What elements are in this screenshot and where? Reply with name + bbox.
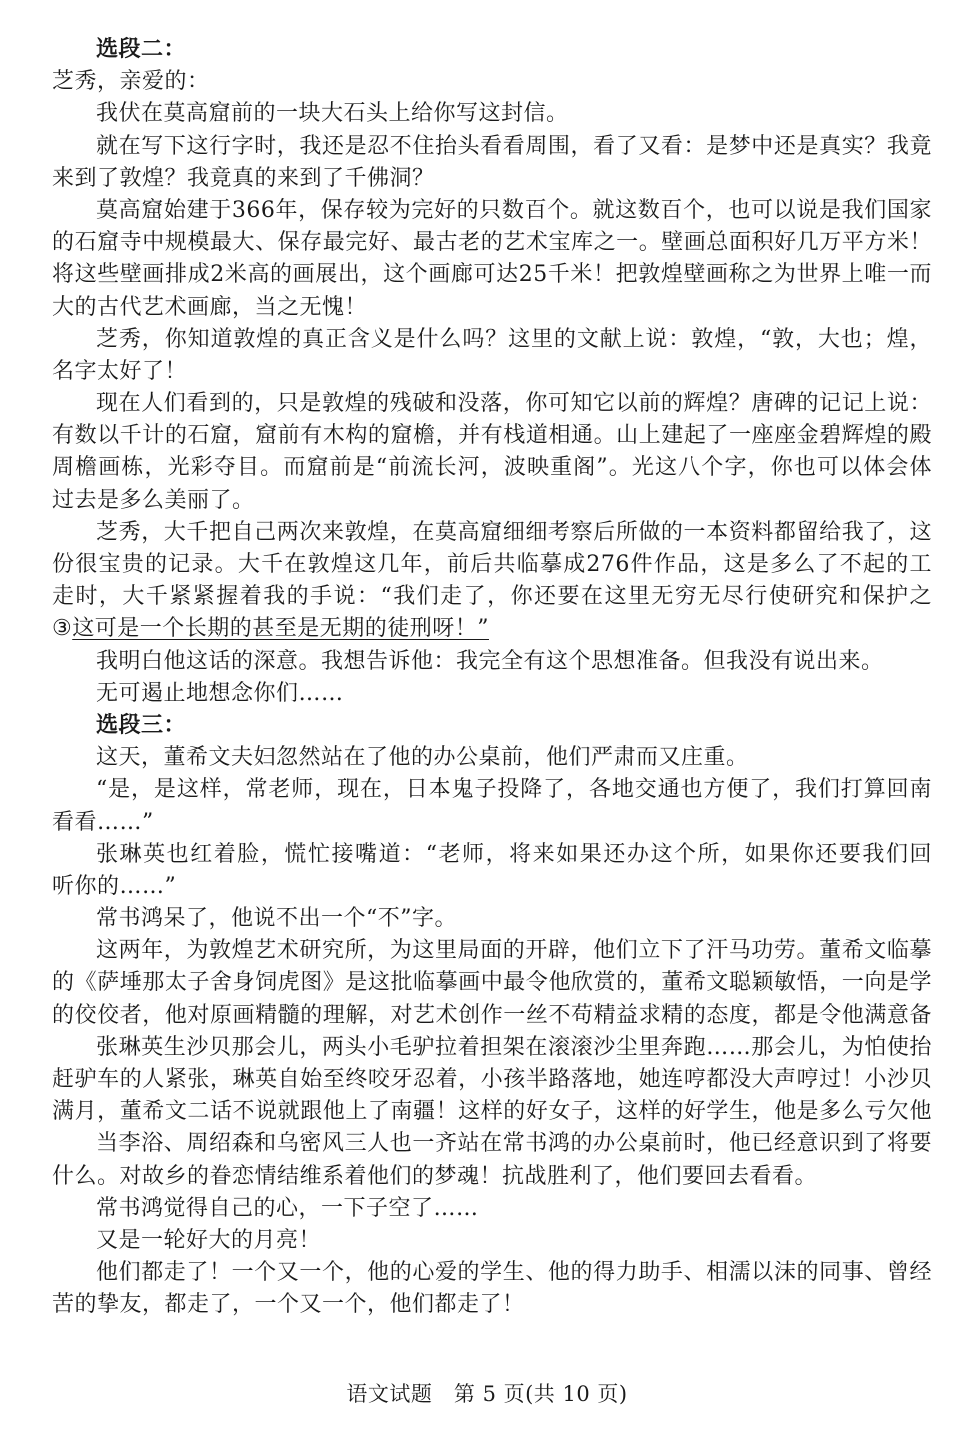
passage-body (52, 34, 932, 1322)
paragraph-line: 现在人们看到的，只是敦煌的残破和没落，你可知它以前的辉煌？唐碑的记记上说： (96, 391, 932, 417)
underlined-sentence (52, 616, 489, 641)
paragraph-line: 当李浴、周绍森和乌密风三人也一齐站在常书鸿的办公桌前时，他已经意识到了将要 (96, 1131, 932, 1157)
paragraph-line: 满月，董希文二话不说就跟他上了南疆！这样的好女子，这样的好学生，他是多么亏欠他 (52, 1099, 932, 1125)
paragraph-line: 常书鸿呆了，他说不出一个“不”字。 (96, 906, 457, 932)
paragraph-line: 听你的……” (52, 873, 177, 899)
paragraph-line: 来到了敦煌？我竟真的来到了千佛洞？ (52, 165, 435, 191)
paragraph-line: 走时，大千紧紧握着我的手说：“我们走了，你还要在这里无穷无尽行使研究和保护之 (52, 584, 932, 610)
paragraph-line: 苦的挚友，都走了，一个又一个，他们都走了！ (52, 1292, 525, 1318)
underlined-sentence-line (52, 613, 932, 645)
paragraph-line: 这天，董希文夫妇忽然站在了他的办公桌前，他们严肃而又庄重。 (96, 745, 749, 771)
paragraph-line: 将这些壁画排成2米高的画展出，这个画廊可达25千米！把敦煌壁画称之为世界上唯一而 (52, 262, 932, 288)
paragraph-line: 大的古代艺术画廊，当之无愧！ (52, 294, 368, 320)
paragraph-line: 又是一轮好大的月亮！ (96, 1227, 322, 1253)
paragraph-line: 这两年，为敦煌艺术研究所，为这里局面的开辟，他们立下了汗马功劳。董希文临摹 (96, 938, 932, 964)
paragraph-line: 什么。对故乡的眷恋情结维系着他们的梦魂！抗战胜利了，他们要回去看看。 (52, 1163, 818, 1189)
question-marker-3: ③ (52, 616, 73, 642)
paragraph-line: 无可遏止地想念你们…… (96, 680, 344, 706)
excerpt-3-heading: 选段三： (96, 712, 187, 738)
paragraph-line: 常书鸿觉得自己的心，一下子空了…… (96, 1195, 479, 1221)
paragraph-line: 张琳英也红着脸，慌忙接嘴道：“老师，将来如果还办这个所，如果你还要我们回 (96, 841, 932, 867)
paragraph-line: “是，是这样，常老师，现在，日本鬼子投降了，各地交通也方便了，我们打算回南 (96, 777, 932, 803)
paragraph-line: 的石窟寺中规模最大、保存最完好、最古老的艺术宝库之一。壁画总面积好几万平方米！ (52, 230, 932, 256)
paragraph-line: 我明白他这话的深意。我想告诉他：我完全有这个思想准备。但我没有说出来。 (96, 648, 884, 674)
paragraph-line: 张琳英生沙贝那会儿，两头小毛驴拉着担架在滚滚沙尘里奔跑……那会儿，为怕使抬 (96, 1034, 932, 1060)
paragraph-line: 过去是多么美丽了。 (52, 487, 255, 513)
paragraph-line: 份很宝贵的记录。大千在敦煌这几年，前后共临摹成276件作品，这是多么了不起的工 (52, 552, 932, 577)
excerpt-2-heading: 选段二： (96, 37, 187, 62)
paragraph-line: 名字太好了！ (52, 358, 188, 384)
paragraph-line: 芝秀，大千把自己两次来敦煌，在莫高窟细细考察后所做的一本资料都留给我了，这 (96, 519, 932, 545)
paragraph-line: 周檐画栋，光彩夺目。而窟前是“前流长河，波映重阁”。光这八个字，你也可以体会体 (52, 455, 932, 481)
page-footer: 语文试题 第 5 页(共 10 页) (346, 1382, 628, 1406)
paragraph-line: 赶驴车的人紧张，琳英自始至终咬牙忍着，小孩半路落地，她连哼都没大声哼过！小沙贝 (52, 1067, 932, 1092)
underlined-sentence-text: 这可是一个长期的甚至是无期的徒刑呀！” (72, 616, 489, 642)
paragraph-line: 的《萨埵那太子舍身饲虎图》是这批临摹画中最令他欣赏的，董希文聪颖敏悟，一向是学 (52, 970, 932, 996)
paragraph-line: 莫高窟始建于366年，保存较为完好的只数百个。就这数百个，也可以说是我们国家 (96, 197, 932, 223)
paragraph-line: 芝秀，你知道敦煌的真正含义是什么吗？这里的文献上说：敦煌，“敦，大也；煌， (96, 326, 932, 352)
paragraph-line: 看看……” (52, 809, 154, 835)
letter-salutation: 芝秀，亲爱的： (52, 69, 210, 95)
paragraph-line: 的佼佼者，他对原画精髓的理解，对艺术创作一丝不苟精益求精的态度，都是令他满意备 (52, 1002, 932, 1028)
paragraph-line: 我伏在莫高窟前的一块大石头上给你写这封信。 (96, 101, 569, 127)
paragraph-line: 他们都走了！一个又一个，他的心爱的学生、他的得力助手、相濡以沫的同事、曾经 (96, 1260, 932, 1286)
paragraph-line: 就在写下这行字时，我还是忍不住抬头看看周围，看了又看：是梦中还是真实？我竟 (96, 133, 932, 159)
paragraph-line: 有数以千计的石窟，窟前有木构的窟檐，并有栈道相通。山上建起了一座座金碧辉煌的殿 (52, 423, 932, 449)
